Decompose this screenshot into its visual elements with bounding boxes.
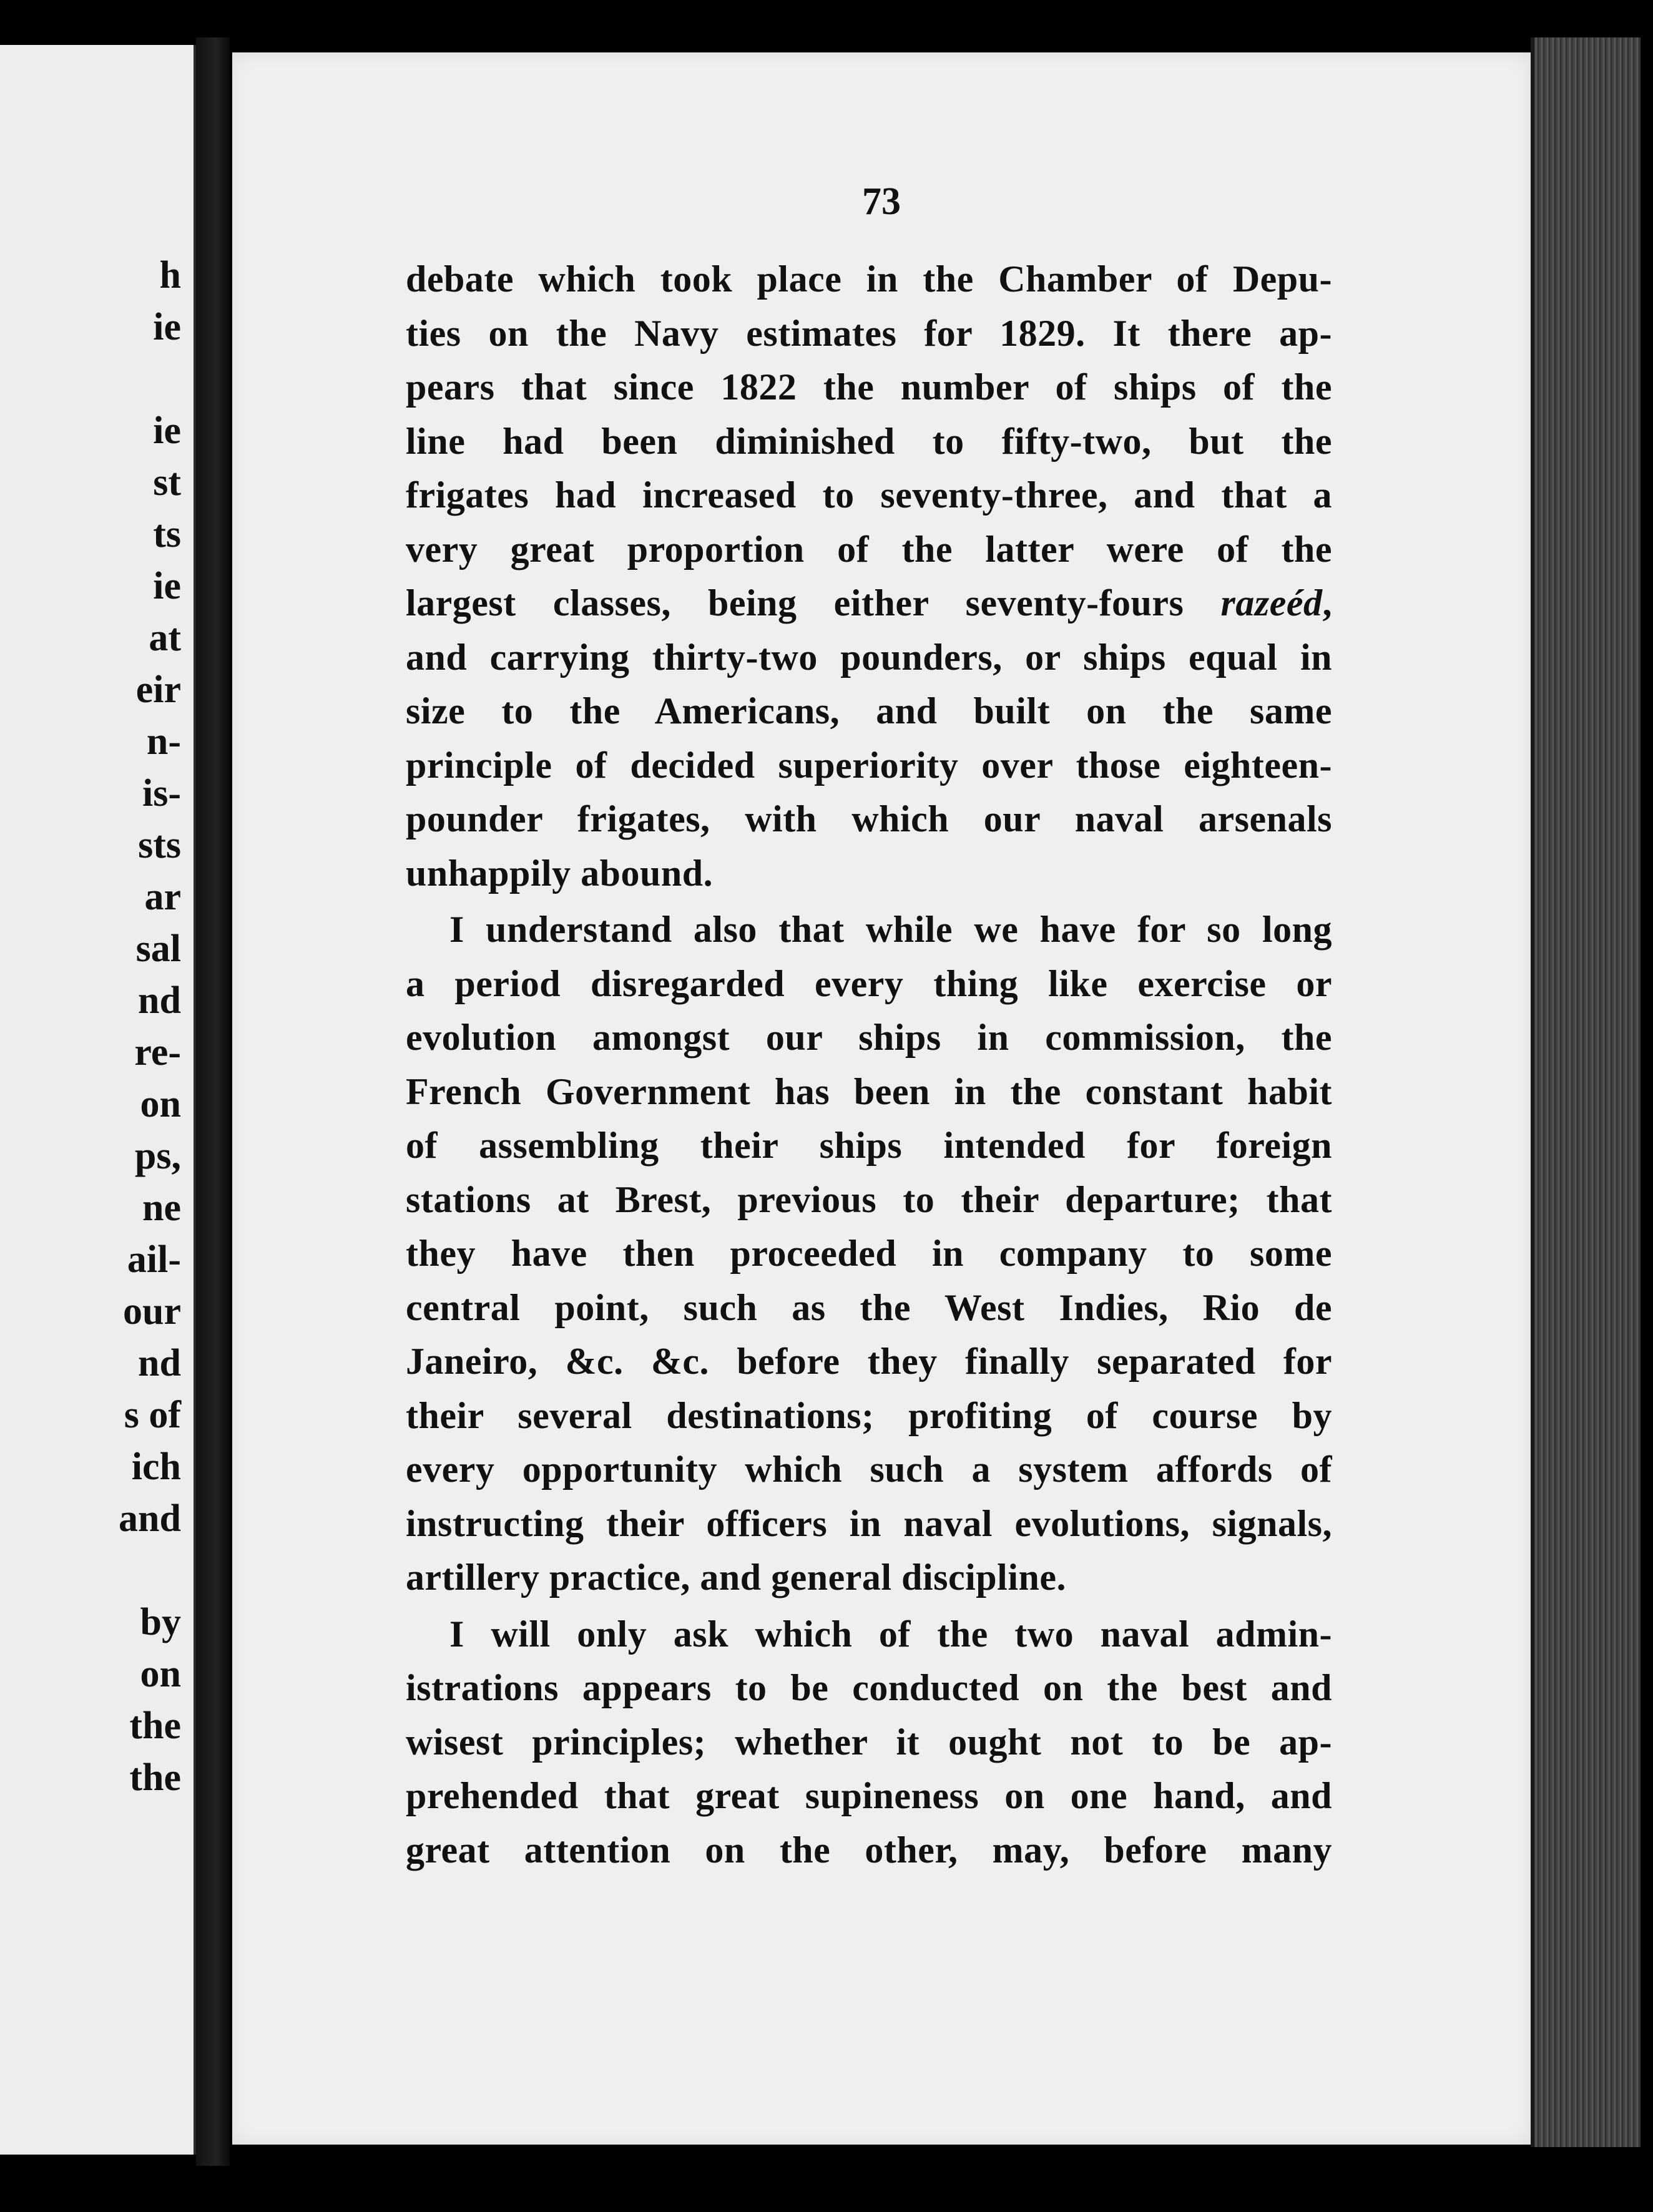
previous-page-fragment-text: re- — [134, 1031, 181, 1074]
paragraph — [406, 1607, 1332, 1877]
previous-page-fragment-text: ie — [153, 306, 181, 348]
previous-page-fragment-text: sal — [135, 927, 181, 970]
text-line: I will only ask which of the two naval admin- — [449, 1613, 1332, 1655]
text-line: pears that since 1822 the number of ships of the — [406, 366, 1332, 408]
previous-page-fragment-text: ts — [153, 513, 181, 555]
previous-page-fragment-text: by — [140, 1601, 181, 1643]
previous-page-fragment-text: ps, — [134, 1135, 181, 1177]
text-line: great attention on the other, may, before many — [406, 1829, 1332, 1871]
previous-page-fragment-text: ie — [153, 565, 181, 607]
text-line: Janeiro, &c. &c. before they finally separated for — [406, 1341, 1332, 1382]
text-line: pounder frigates, with which our naval arsenals — [406, 798, 1332, 839]
text-line: and carrying thirty-two pounders, or ships equal in — [406, 636, 1332, 678]
previous-page-fragment-text: the — [129, 1756, 181, 1799]
previous-page-fragment-text: ie — [153, 409, 181, 452]
text-line: evolution amongst our ships in commission, the — [406, 1017, 1332, 1058]
text-line: very great proportion of the latter were of the — [406, 528, 1332, 570]
previous-page-fragment-text: ich — [131, 1446, 181, 1488]
previous-page-fragment-text: nd — [138, 1342, 181, 1384]
text-line: prehended that great supineness on one hand, and — [406, 1775, 1332, 1816]
previous-page-fragment — [0, 45, 196, 2155]
previous-page-fragment-text: is- — [142, 772, 181, 815]
previous-page-fragment-text: eir — [135, 668, 181, 711]
text-line: central point, such as the West Indies, Rio de — [406, 1286, 1332, 1328]
book-page — [232, 52, 1531, 2145]
text-line: istrations appears to be conducted on the best and — [406, 1667, 1332, 1708]
previous-page-fragment-text: our — [123, 1290, 181, 1333]
page-body-text — [406, 252, 1332, 1877]
previous-page-fragment-text: h — [159, 254, 181, 296]
previous-page-fragment-text: ne — [142, 1187, 181, 1229]
text-line: line had been diminished to fifty-two, but the — [406, 420, 1332, 462]
text-line: I understand also that while we have for so long — [449, 909, 1332, 950]
text-line: size to the Americans, and built on the same — [406, 690, 1332, 732]
text-line: they have then proceeded in company to some — [406, 1233, 1332, 1274]
page-fore-edge — [1531, 37, 1641, 2147]
previous-page-fragment-text: on — [140, 1653, 181, 1695]
page-number: 73 — [862, 180, 901, 223]
paragraph — [406, 252, 1332, 900]
text-line: every opportunity which such a system affords of — [406, 1449, 1332, 1490]
text-line: debate which took place in the Chamber of Depu- — [406, 258, 1332, 300]
previous-page-fragment-text: on — [140, 1083, 181, 1125]
text-line: artillery practice, and general discipline. — [406, 1557, 1066, 1598]
text-line: stations at Brest, previous to their departure; that — [406, 1178, 1332, 1220]
previous-page-fragment-text: nd — [138, 979, 181, 1022]
previous-page-fragment-text: the — [129, 1705, 181, 1747]
text-line: largest classes, being either seventy-fours razeéd, — [406, 582, 1332, 624]
text-line: instructing their officers in naval evolutions, signals, — [406, 1502, 1332, 1544]
previous-page-fragment-text: st — [153, 461, 181, 504]
previous-page-fragment-text: n- — [146, 720, 181, 763]
book-gutter — [196, 37, 230, 2166]
previous-page-fragment-text: at — [149, 617, 181, 659]
previous-page-fragment-text: s of — [124, 1394, 181, 1436]
previous-page-fragment-text: ar — [144, 876, 181, 918]
text-line: a period disregarded every thing like exercise or — [406, 962, 1332, 1004]
text-line: wisest principles; whether it ought not to be ap- — [406, 1721, 1332, 1763]
italic-term: razeéd — [1220, 582, 1323, 624]
text-line: ties on the Navy estimates for 1829. It there ap- — [406, 312, 1332, 354]
text-line: unhappily abound. — [406, 852, 714, 894]
text-line: their several destinations; profiting of course by — [406, 1394, 1332, 1436]
text-line: principle of decided superiority over those eighteen- — [406, 744, 1332, 786]
previous-page-fragment-text: sts — [138, 824, 181, 866]
paragraph — [406, 903, 1332, 1605]
text-line: of assembling their ships intended for foreign — [406, 1125, 1332, 1166]
text-line: French Government has been in the constant habit — [406, 1070, 1332, 1112]
previous-page-fragment-text: ail- — [127, 1238, 181, 1281]
previous-page-fragment-text: and — [119, 1497, 181, 1540]
text-line: frigates had increased to seventy-three, and that a — [406, 474, 1332, 516]
